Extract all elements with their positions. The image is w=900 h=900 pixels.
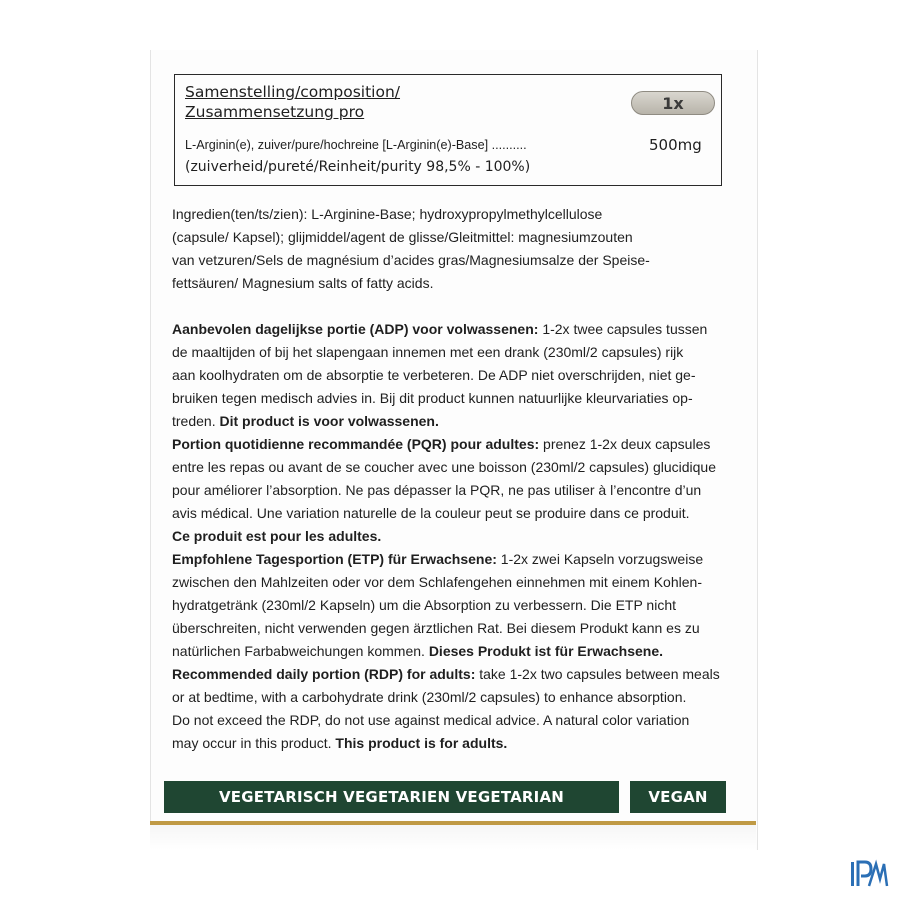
usage-section [172,318,732,755]
usage-nl-text: bruiken tegen medisch advies in. Bij dit product kunnen natuurlijke kleurvariaties op- [172,390,693,406]
usage-fr-text: prenez 1-2x deux capsules [539,436,711,452]
usage-fr-text: entre les repas ou avant de se coucher avec une boisson (230ml/2 capsules) glucidique [172,459,716,475]
ingredients-label: Ingredien(ten/ts/zien): [172,206,308,222]
usage-fr-adults: Ce produit est pour les adultes. [172,528,382,544]
ipm-logo-icon [849,859,889,889]
usage-en-text: or at bedtime, with a carbohydrate drink (230ml/2 capsules) to enhance absorption. [172,689,687,705]
diet-badges [164,781,726,813]
composition-heading-line2: Zusammensetzung pro [185,103,365,121]
ingredients-section [172,203,732,295]
quantity-badge: 1x [631,91,715,115]
composition-ingredient: L-Arginin(e), zuiver/pure/hochreine [L-Arginin(e)-Base] .......... [185,138,527,152]
usage-de-adults: Dieses Produkt ist für Erwachsene. [428,643,664,659]
usage-en-adults: This product is for adults. [335,735,508,751]
usage-en-text: may occur in this product. [172,735,336,751]
ingredients-text: (capsule/ Kapsel); glijmiddel/agent de glisse/Gleitmittel: magnesiumzouten [172,229,633,245]
usage-en-text: take 1-2x two capsules between meals [475,666,720,682]
composition-amount: 500mg [649,136,702,154]
usage-de-text: 1-2x zwei Kapseln vorzugsweise [496,551,704,567]
usage-fr-text: avis médical. Une variation naturelle de la couleur peut se produire dans ce produit. [172,505,690,521]
usage-nl-text: aan koolhydraten om de absorptie te verbeteren. De ADP niet overschrijden, niet ge- [172,367,696,383]
vegetarian-badge: VEGETARISCH VEGETARIEN VEGETARIAN [164,781,619,813]
usage-de-label: Empfohlene Tagesportion (ETP) für Erwachsene: [172,551,497,567]
label-bottom-edge [150,825,756,850]
composition-heading-line1: Samenstelling/composition/ [185,83,401,101]
composition-box [174,74,722,186]
composition-purity: (zuiverheid/pureté/Reinheit/purity 98,5% - 100%) [185,159,531,175]
usage-nl-label: Aanbevolen dagelijkse portie (ADP) voor volwassenen: [172,321,539,337]
usage-nl-text: treden. [172,413,220,429]
usage-nl-text: de maaltijden of bij het slapengaan innemen met een drank (230ml/2 capsules) rijk [172,344,684,360]
usage-nl-text: 1-2x twee capsules tussen [538,321,708,337]
ingredients-text: fettsäuren/ Magnesium salts of fatty acids. [172,275,434,291]
usage-fr-label: Portion quotidienne recommandée (PQR) pour adultes: [172,436,540,452]
usage-en-label: Recommended daily portion (RDP) for adults: [172,666,476,682]
usage-de-text: zwischen den Mahlzeiten oder vor dem Schlafengehen einnehmen mit einem Kohlen- [172,574,702,590]
usage-de-text: natürlichen Farbabweichungen kommen. [172,643,429,659]
usage-de-text: überschreiten, nicht verwenden gegen ärztlichen Rat. Bei diesem Produkt kann es zu [172,620,700,636]
usage-de-text: hydratgetränk (230ml/2 Kapseln) um die Absorption zu verbessern. Die ETP nicht [172,597,676,613]
usage-nl-adults: Dit product is voor volwassenen. [219,413,439,429]
ingredients-text: van vetzuren/Sels de magnésium d’acides gras/Magnesiumsalze der Speise- [172,252,650,268]
usage-en-text: Do not exceed the RDP, do not use against medical advice. A natural color variation [172,712,690,728]
vegan-badge: VEGAN [630,781,726,813]
ingredients-text: L-Arginine-Base; hydroxypropylmethylcellulose [307,206,603,222]
usage-fr-text: pour améliorer l’absorption. Ne pas dépasser la PQR, ne pas utiliser à l’encontre d’un [172,482,702,498]
